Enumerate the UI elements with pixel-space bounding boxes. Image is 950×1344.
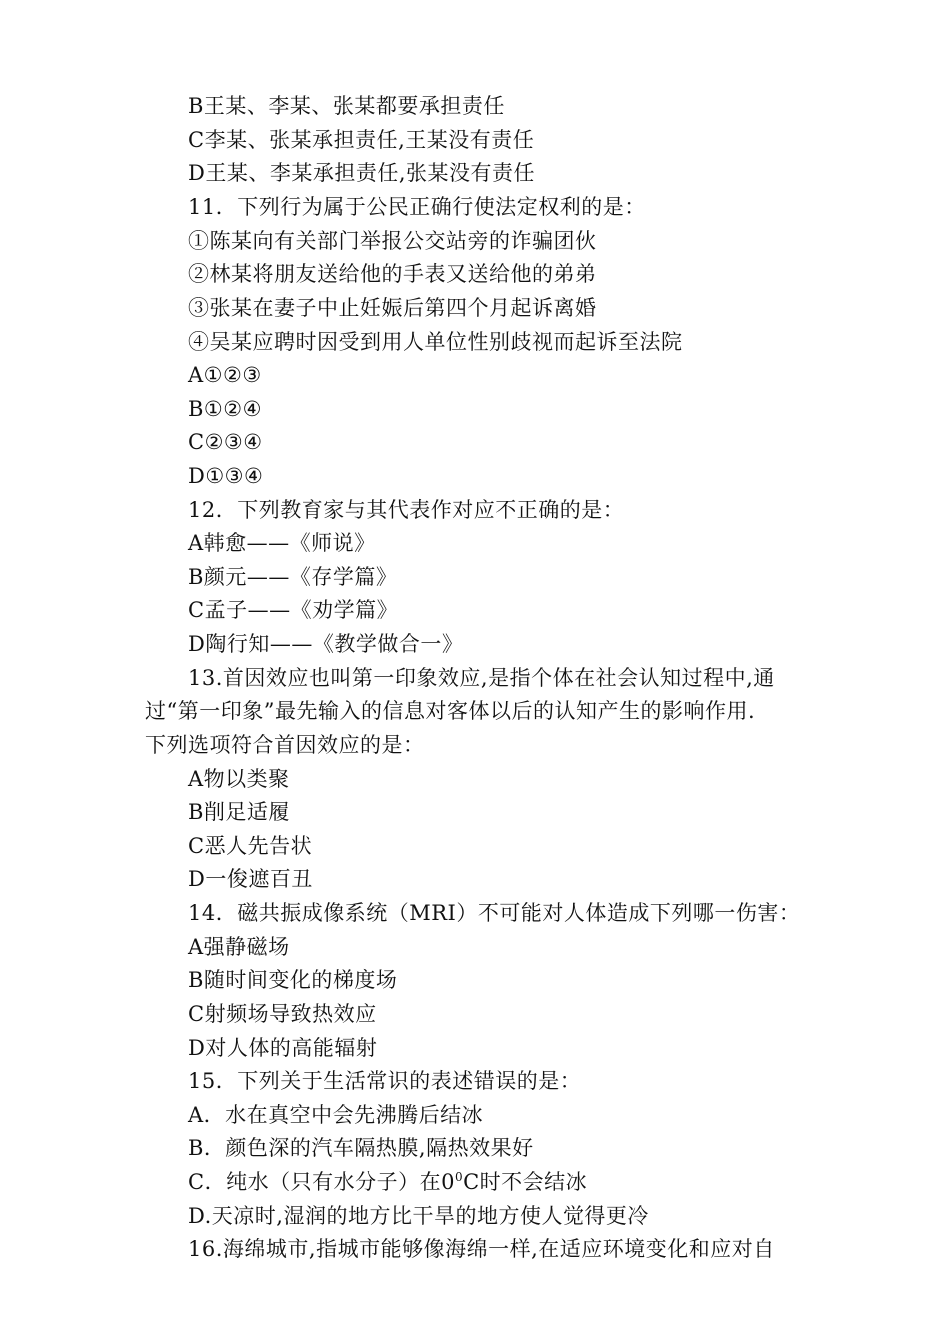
statement-text: ③张某在妻子中止妊娠后第四个月起诉离婚 <box>188 296 597 320</box>
option-text: D①③④ <box>188 464 264 488</box>
option-text: C孟子——《劝学篇》 <box>188 598 399 622</box>
question-text: 过“第一印象”最先输入的信息对客体以后的认知产生的影响作用. <box>145 699 756 723</box>
option-text: C射频场导致热效应 <box>188 1002 377 1026</box>
option-text-part: C时不会结冰 <box>463 1170 588 1194</box>
option-text: A．水在真空中会先沸腾后结冰 <box>188 1103 484 1127</box>
question-text: 12．下列教育家与其代表作对应不正确的是： <box>188 498 625 522</box>
option-text: D一俊遮百丑 <box>188 867 313 891</box>
option-text <box>188 1168 587 1196</box>
option-text: C②③④ <box>188 430 263 454</box>
option-text: B随时间变化的梯度场 <box>188 968 398 992</box>
statement-text: ②林某将朋友送给他的手表又送给他的弟弟 <box>188 262 597 286</box>
option-text: C李某、张某承担责任,王某没有责任 <box>188 128 535 152</box>
option-text: D对人体的高能辐射 <box>188 1036 378 1060</box>
question-text: 13.首因效应也叫第一印象效应,是指个体在社会认知过程中,通 <box>188 666 775 690</box>
question-text: 下列选项符合首因效应的是： <box>145 733 425 757</box>
question-text: 11．下列行为属于公民正确行使法定权利的是： <box>188 195 646 219</box>
option-text: D陶行知——《教学做合一》 <box>188 632 464 656</box>
option-text: B①②④ <box>188 397 262 421</box>
question-text: 14．磁共振成像系统（MRI）不可能对人体造成下列哪一伤害： <box>188 901 801 925</box>
question-text: 15．下列关于生活常识的表述错误的是： <box>188 1069 582 1093</box>
option-text: A物以类聚 <box>188 767 290 791</box>
option-text-part: C．纯水（只有水分子）在0 <box>188 1170 455 1194</box>
option-text: A韩愈——《师说》 <box>188 531 376 555</box>
superscript-zero: 0 <box>454 1170 464 1184</box>
statement-text: ④吴某应聘时因受到用人单位性别歧视而起诉至法院 <box>188 330 683 354</box>
option-text: A强静磁场 <box>188 935 290 959</box>
option-text: B削足适履 <box>188 800 290 824</box>
statement-text: ①陈某向有关部门举报公交站旁的诈骗团伙 <box>188 229 597 253</box>
option-text: B王某、李某、张某都要承担责任 <box>188 94 505 118</box>
option-text: B．颜色深的汽车隔热膜,隔热效果好 <box>188 1136 534 1160</box>
option-text: B颜元——《存学篇》 <box>188 565 398 589</box>
option-text: D.天凉时,湿润的地方比干旱的地方使人觉得更冷 <box>188 1204 649 1228</box>
option-text: A①②③ <box>188 363 262 387</box>
option-text: D王某、李某承担责任,张某没有责任 <box>188 161 536 185</box>
question-text: 16.海绵城市,指城市能够像海绵一样,在适应环境变化和应对自 <box>188 1237 775 1261</box>
option-text: C恶人先告状 <box>188 834 313 858</box>
